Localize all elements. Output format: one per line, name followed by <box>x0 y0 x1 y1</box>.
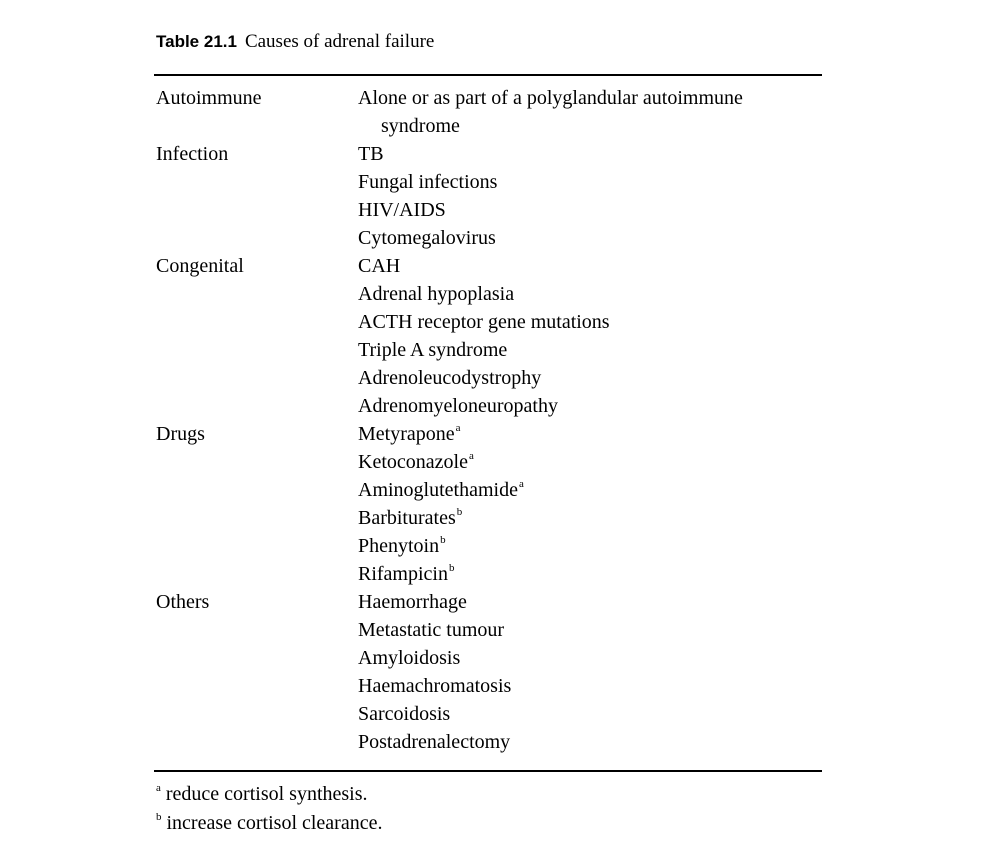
table-row <box>156 420 822 588</box>
causes-table <box>156 84 822 756</box>
cause-list <box>358 84 822 140</box>
cause-item <box>358 168 822 196</box>
cause-text: Cytomegalovirus <box>358 227 496 249</box>
table-number: Table 21.1 <box>156 32 237 51</box>
table-title: Causes of adrenal failure <box>244 31 435 52</box>
category-label: Infection <box>156 143 229 165</box>
cause-text: Adrenoleucodystrophy <box>358 367 542 389</box>
cause-item <box>358 560 822 588</box>
cause-item <box>358 672 822 700</box>
cause-item <box>358 140 822 168</box>
cause-text: Metastatic tumour <box>358 619 505 641</box>
footnote <box>156 780 382 809</box>
cause-item <box>358 644 822 672</box>
category-label: Drugs <box>156 423 205 445</box>
cause-text: Phenytoin <box>358 535 440 557</box>
cause-text: Metyrapone <box>358 423 455 445</box>
cause-text: Amyloidosis <box>358 647 461 669</box>
cause-text: Haemachromatosis <box>358 675 512 697</box>
cause-text: Triple A syndrome <box>358 339 508 361</box>
category-label: Others <box>156 591 210 613</box>
cause-item <box>358 728 822 756</box>
top-rule <box>154 74 822 76</box>
table-row <box>156 588 822 756</box>
footnote-marker: b <box>456 506 463 519</box>
cause-text: ACTH receptor gene mutations <box>358 311 610 333</box>
cause-item <box>358 588 822 616</box>
cause-item <box>358 700 822 728</box>
footnote-mark: a <box>156 782 161 795</box>
cause-text: Barbiturates <box>358 507 456 529</box>
cause-item <box>358 504 822 532</box>
cause-item <box>358 616 822 644</box>
cause-item <box>358 224 822 252</box>
cause-text: TB <box>358 143 384 165</box>
cause-text: Haemorrhage <box>358 591 467 613</box>
table-row <box>156 140 822 252</box>
cause-item <box>358 532 822 560</box>
footnote-text: reduce cortisol synthesis. <box>165 783 368 805</box>
cause-text: Sarcoidosis <box>358 703 451 725</box>
cause-item <box>358 280 822 308</box>
cause-text: syndrome <box>381 115 460 137</box>
cause-item <box>358 336 822 364</box>
footnote <box>156 809 382 838</box>
footnote-marker: b <box>440 534 446 547</box>
cause-item <box>358 448 822 476</box>
cause-list <box>358 420 822 588</box>
cause-item <box>358 84 822 112</box>
cause-text: Alone or as part of a polyglandular autoimmune <box>358 87 743 109</box>
bottom-rule <box>154 770 822 772</box>
category-label: Congenital <box>156 255 244 277</box>
cause-text: Aminoglutethamide <box>358 479 518 501</box>
cause-list <box>358 140 822 252</box>
footnote-marker: a <box>518 478 524 491</box>
cause-item <box>358 420 822 448</box>
cause-text: Ketoconazole <box>358 451 468 473</box>
cause-list <box>358 588 822 756</box>
table-row <box>156 252 822 420</box>
footnotes <box>156 780 382 838</box>
category-label: Autoimmune <box>156 87 262 109</box>
cause-item <box>358 308 822 336</box>
cause-text: Adrenal hypoplasia <box>358 283 515 305</box>
table-row <box>156 84 822 140</box>
table-caption <box>156 31 434 53</box>
cause-list <box>358 252 822 420</box>
footnote-mark: b <box>156 811 162 824</box>
cause-text: Postadrenalectomy <box>358 731 511 753</box>
cause-item <box>358 476 822 504</box>
cause-text: Adrenomyeloneuropathy <box>358 395 558 417</box>
cause-item <box>358 392 822 420</box>
cause-item-continuation <box>358 112 822 140</box>
footnote-marker: b <box>448 562 455 575</box>
cause-text: Rifampicin <box>358 563 448 585</box>
footnote-marker: a <box>468 450 474 463</box>
cause-text: Fungal infections <box>358 171 498 193</box>
cause-item <box>358 196 822 224</box>
footnote-marker: a <box>455 422 461 435</box>
cause-item <box>358 364 822 392</box>
cause-text: HIV/AIDS <box>358 199 446 221</box>
cause-text: CAH <box>358 255 401 277</box>
cause-item <box>358 252 822 280</box>
footnote-text: increase cortisol clearance. <box>166 812 383 834</box>
